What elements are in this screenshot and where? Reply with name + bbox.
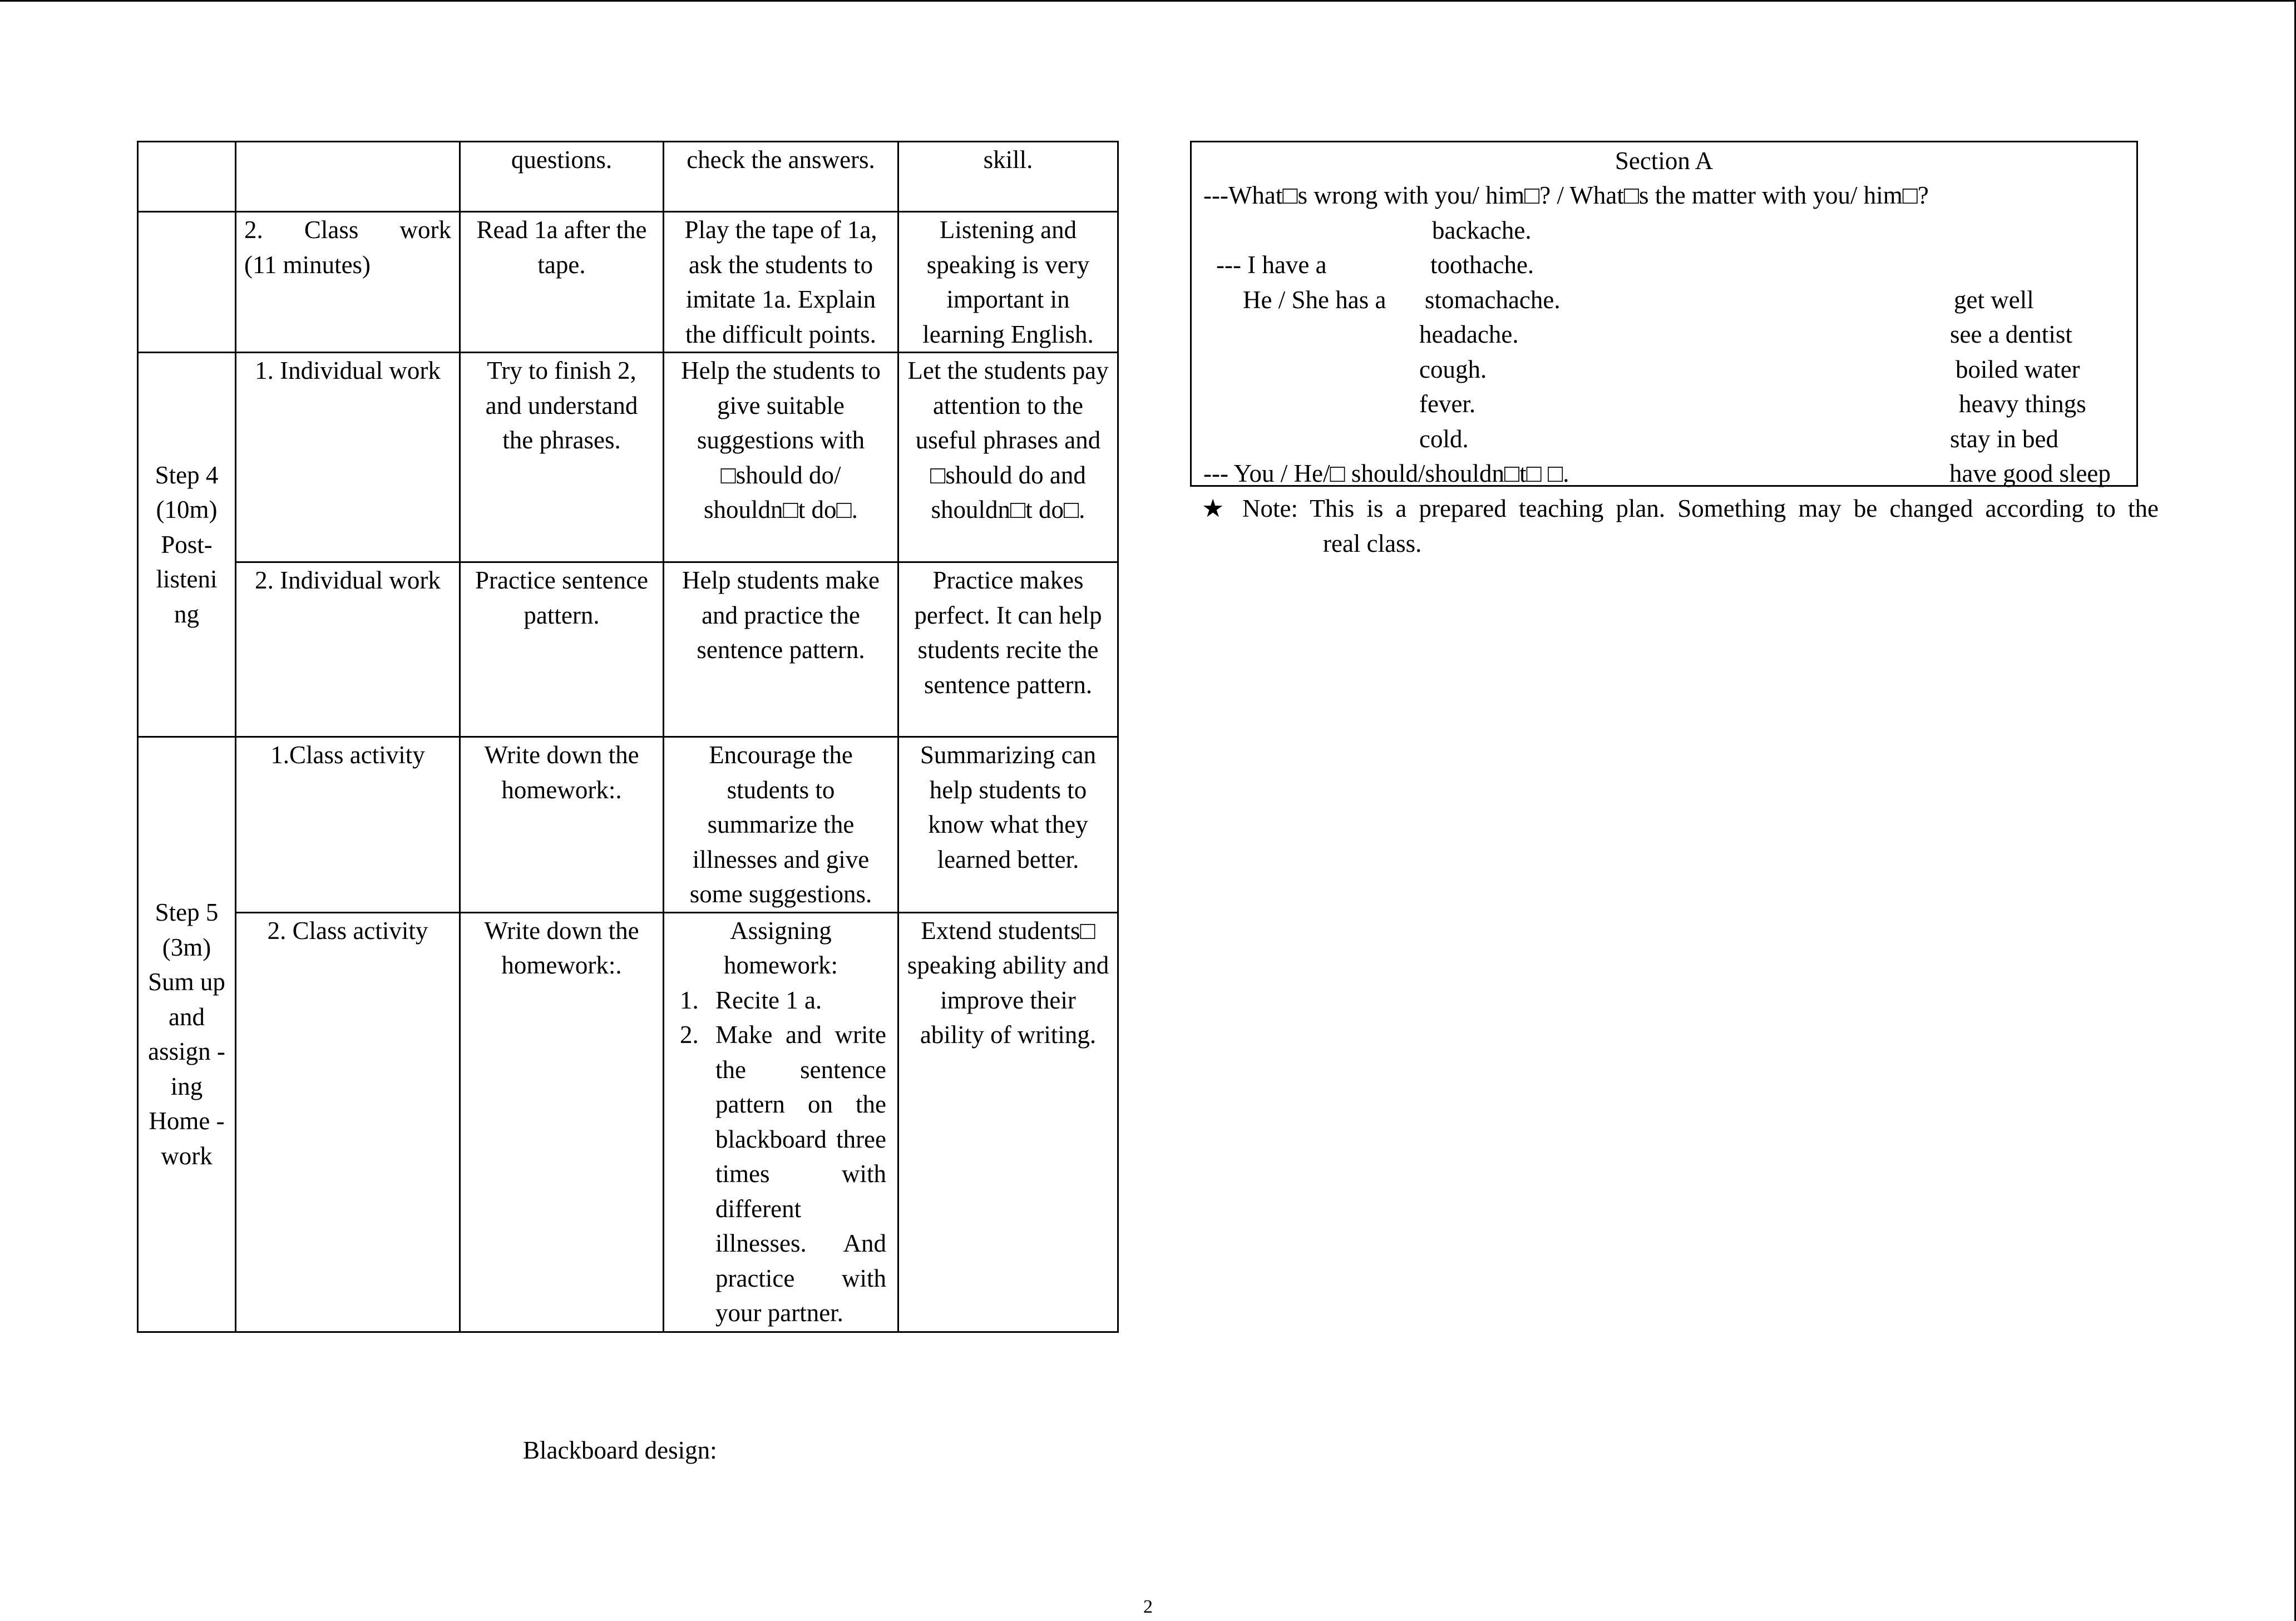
table-cell	[236, 212, 460, 353]
table-cell: Summarizing can help students to know what they learned better.	[898, 737, 1118, 913]
note-line-1: Note: This is a prepared teaching plan. Something may be changed according to the	[1242, 495, 2159, 522]
i-have-a: --- I have a	[1216, 251, 1327, 279]
should-line: --- You / He/□ should/shouldn□t□ □.	[1203, 459, 1569, 487]
table-cell: Help the students to give suitable suggestions with □should do/ shouldn□t do□.	[664, 353, 898, 562]
table-cell: 1.Class activity	[236, 737, 460, 913]
table-row	[138, 353, 1118, 562]
table-row	[138, 912, 1118, 1332]
illness-item: backache.	[1432, 216, 1532, 244]
table-cell: Encourage the students to summarize the illnesses and give some suggestions.	[664, 737, 898, 913]
advice-item: stay in bed	[1950, 425, 2058, 453]
illness-item: headache.	[1419, 320, 1519, 348]
table-row	[138, 737, 1118, 913]
table-cell: 2. Class activity	[236, 912, 460, 1332]
list-item: 2. Make and write the sentence pattern on the blackboard three times with different illnesses. And practice with your partner.	[680, 1021, 886, 1327]
table-cell: skill.	[898, 142, 1118, 212]
blackboard-design-label: Blackboard design:	[523, 1436, 717, 1464]
homework-list	[675, 983, 886, 1331]
step-4-cell: Step 4 (10m) Post-listeni ng	[138, 353, 236, 737]
table-cell: Write down the homework:.	[460, 912, 664, 1332]
advice-item: heavy things	[1959, 390, 2086, 418]
table-cell: 1. Individual work	[236, 353, 460, 562]
advice-item: see a dentist	[1950, 320, 2072, 348]
step-5-cell: Step 5 (3m) Sum up and assign -ing Home -work	[138, 737, 236, 1332]
illness-item: cold.	[1419, 425, 1469, 453]
advice-item: have good sleep	[1949, 459, 2111, 487]
star-icon: ★	[1202, 493, 1224, 523]
table-cell: Practice makes perfect. It can help students recite the sentence pattern.	[898, 562, 1118, 737]
table-cell: Write down the homework:.	[460, 737, 664, 913]
table-cell	[236, 142, 460, 212]
illness-item: cough.	[1419, 355, 1487, 383]
list-item: 1. Recite 1 a.	[680, 986, 822, 1014]
table-cell: Listening and speaking is very important in learning English.	[898, 212, 1118, 353]
blackboard-box	[1190, 141, 2138, 487]
advice-item: get well	[1954, 286, 2034, 314]
teaching-note	[1202, 491, 2159, 561]
question-line: ---What□s wrong with you/ him□? / What□s the matter with you/ him□?	[1203, 181, 1929, 209]
homework-intro: Assigning homework:	[724, 916, 838, 979]
note-line-2: real class.	[1323, 529, 1422, 557]
table-cell: questions.	[460, 142, 664, 212]
table-row	[138, 562, 1118, 737]
section-title: Section A	[1614, 147, 1714, 175]
table-cell: Let the students pay attention to the useful phrases and □should do and shouldn□t do□.	[898, 353, 1118, 562]
table-row	[138, 212, 1118, 353]
table-cell: Play the tape of 1a, ask the students to imitate 1a. Explain the difficult points.	[664, 212, 898, 353]
illness-item: fever.	[1419, 390, 1476, 418]
table-cell: 2. Individual work	[236, 562, 460, 737]
illness-item: stomachache.	[1425, 286, 1561, 314]
he-she-has-a: He / She has a	[1243, 286, 1386, 314]
activity-label: 2. Class work	[244, 216, 451, 244]
table-cell	[138, 212, 236, 353]
table-cell	[138, 142, 236, 212]
table-cell: Extend students□ speaking ability and improve their ability of writing.	[898, 912, 1118, 1332]
table-row	[138, 142, 1118, 212]
table-cell	[664, 912, 898, 1332]
illness-item: toothache.	[1430, 251, 1534, 279]
table-cell: Practice sentence pattern.	[460, 562, 664, 737]
table-cell: Help students make and practice the sentence pattern.	[664, 562, 898, 737]
lesson-plan-table	[137, 141, 1119, 1333]
table-cell: check the answers.	[664, 142, 898, 212]
activity-duration: (11 minutes)	[244, 250, 371, 279]
advice-item: boiled water	[1956, 355, 2080, 383]
table-cell: Try to finish 2, and understand the phrases.	[460, 353, 664, 562]
table-cell: Read 1a after the tape.	[460, 212, 664, 353]
page-number: 2	[1143, 1597, 1153, 1617]
